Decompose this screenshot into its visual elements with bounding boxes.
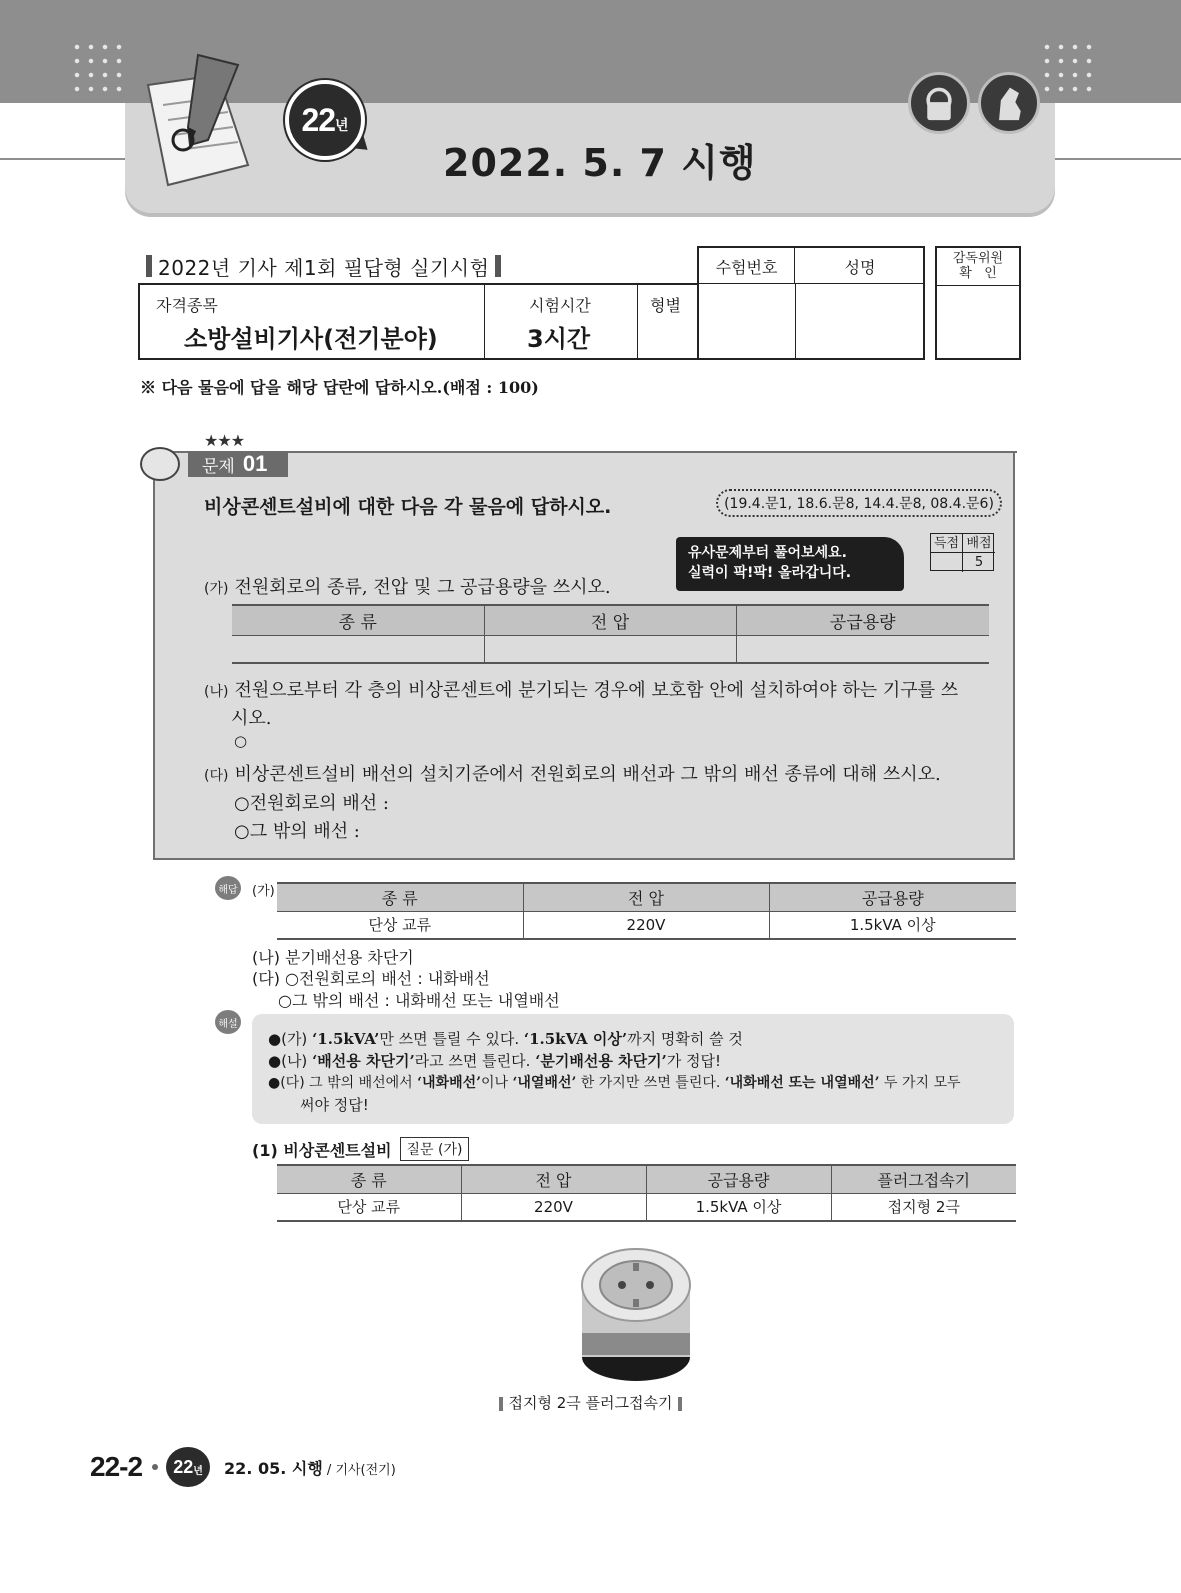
expl2-a: ●(나) — [268, 1052, 313, 1070]
expl3-a: ●(다) 그 밖의 배선에서 — [268, 1075, 418, 1091]
caption-text: 접지형 2극 플러그접속기 — [508, 1394, 673, 1412]
expl2-b: ‘배선용 차단기’ — [312, 1052, 415, 1070]
subject-cell — [140, 285, 485, 358]
blank-cell-capacity[interactable] — [736, 635, 989, 663]
blank-header-voltage: 전 압 — [484, 605, 736, 635]
part-da-text: 비상콘센트설비 배선의 설치기준에서 전원회로의 배선과 그 밖의 배선 종류에 대해 쓰시오. — [234, 764, 941, 785]
blank-cell-type[interactable] — [232, 635, 484, 663]
candidate-id-box — [697, 246, 925, 360]
footer-year-badge — [166, 1447, 210, 1487]
year-badge — [285, 80, 365, 160]
explanation-line-3 — [268, 1072, 961, 1092]
answer-da-b: ○그 밖의 배선 : 내화배선 또는 내열배선 — [278, 991, 560, 1010]
part-da-blank-a[interactable]: ○전원회로의 배선 : — [234, 793, 389, 814]
question-reference: (19.4.문1, 18.6.문8, 14.4.문8, 08.4.문6) — [716, 489, 1002, 517]
id-box-divider — [795, 284, 796, 360]
question-ref-tag: 질문 (가) — [400, 1137, 470, 1161]
part-na-marker: (나) — [204, 684, 229, 700]
expl3-e: 한 가지만 쓰면 틀린다. — [576, 1075, 725, 1091]
expl3-c: 이나 — [481, 1075, 513, 1091]
spec-table-row — [277, 1193, 1016, 1221]
points-label: 배점 — [963, 534, 995, 553]
part-na-text-2: 시오. — [231, 708, 272, 729]
points-value: 5 — [974, 555, 984, 570]
expl3-g: 두 가지 모두 — [879, 1075, 961, 1091]
expl3-b: ‘내화배선’ — [417, 1075, 481, 1091]
difficulty-stars: ★★★ — [204, 431, 245, 450]
year-badge-number: 22 — [301, 101, 336, 138]
answer-badge: 해답 — [215, 876, 241, 900]
page-title: 2022. 5. 7 시행 — [443, 141, 757, 185]
answer-na: (나) 분기배선용 차단기 — [252, 948, 414, 967]
supervisor-label-2: 확 인 — [959, 266, 997, 281]
spec-table-header — [277, 1165, 1016, 1193]
time-label: 시험시간 — [529, 296, 591, 315]
pencil-paper-icon — [128, 45, 268, 195]
supervisor-header — [937, 248, 1019, 286]
chess-knight-icon — [978, 72, 1040, 134]
candidate-id-header — [699, 248, 923, 284]
footer-badge-number: 22 — [173, 1456, 194, 1477]
expl1-e: 까지 명확히 쓸 것 — [627, 1030, 743, 1048]
spec-cell-voltage: 220V — [461, 1193, 646, 1221]
part-da — [204, 760, 941, 786]
answer-table-row — [277, 911, 1016, 939]
subject-label: 자격종목 — [156, 296, 218, 315]
spec-cell-plug: 접지형 2극 — [831, 1193, 1016, 1221]
promo-line-1: 유사문제부터 풀어보세요. — [688, 545, 847, 561]
score-label: 득점 — [931, 534, 963, 553]
spec-header-type: 종 류 — [277, 1165, 461, 1193]
footer-text — [224, 1456, 396, 1479]
spec-cell-type: 단상 교류 — [337, 1198, 401, 1217]
page-footer — [90, 1447, 396, 1487]
answer-header-voltage: 전 압 — [523, 883, 769, 911]
answer-da-a: (다) ○전원회로의 배선 : 내화배선 — [252, 969, 490, 988]
score-value — [931, 553, 963, 572]
answer-ga-marker: (가) — [252, 884, 275, 899]
dot-pattern-right — [1040, 40, 1100, 100]
explanation-badge: 해설 — [215, 1010, 241, 1034]
part-ga — [204, 573, 611, 599]
blank-table-row — [232, 635, 989, 663]
year-badge-suffix: 년 — [335, 118, 349, 134]
blank-header-type: 종 류 — [232, 605, 484, 635]
expl1-b: ‘1.5kVA’ — [312, 1030, 380, 1048]
answer-header-type: 종 류 — [277, 883, 523, 911]
expl2-c: 라고 쓰면 틀린다. — [414, 1052, 536, 1070]
expl3-f: ‘내화배선 또는 내열배선’ — [724, 1075, 880, 1091]
type-cell — [638, 285, 700, 358]
caption-bar-left — [499, 1397, 503, 1411]
exam-info-table — [138, 283, 698, 360]
spec-header-voltage: 전 압 — [461, 1165, 646, 1193]
part-na-text-1: 전원으로부터 각 층의 비상콘센트에 분기되는 경우에 보호함 안에 설치하여야 하는 기구를 쓰 — [234, 680, 959, 701]
blank-table-header — [232, 605, 989, 635]
exam-number-label: 수험번호 — [699, 248, 795, 284]
page-number: 22-2 — [90, 1451, 143, 1482]
question-main-text: 비상콘센트설비에 대한 다음 각 물음에 답하시오. — [204, 496, 612, 518]
expl1-a: ●(가) — [268, 1030, 313, 1048]
expl1-d: ‘1.5kVA 이상’ — [523, 1030, 628, 1048]
padlock-icon — [908, 72, 970, 134]
part-ga-text: 전원회로의 종류, 전압 및 그 공급용량을 쓰시오. — [234, 577, 611, 598]
blank-header-capacity: 공급용량 — [736, 605, 989, 635]
question-number: 01 — [242, 451, 268, 476]
blank-cell-voltage[interactable] — [484, 635, 736, 663]
explanation-line-1 — [268, 1028, 743, 1049]
time-value: 3시간 — [527, 325, 591, 353]
figure-caption — [0, 1392, 1181, 1413]
spec-header-plug: 플러그접속기 — [831, 1165, 1016, 1193]
promo-line-2: 실력이 팍!팍! 올라갑니다. — [688, 565, 852, 581]
exam-heading — [140, 250, 700, 282]
sub-heading — [252, 1137, 469, 1161]
question-tab-label: 문제 — [202, 456, 235, 477]
expl3-d: ‘내열배선’ — [512, 1075, 577, 1091]
question-box-top-line — [288, 451, 1017, 453]
footer-main-text: 22. 05. 시행 — [224, 1458, 323, 1478]
supervisor-label-1: 감독위원 — [952, 251, 1004, 266]
answer-cell-voltage: 220V — [523, 911, 769, 939]
heading-bar-left — [146, 255, 152, 277]
footer-sub-text: / 기사(전기) — [322, 1462, 396, 1478]
subject-value: 소방설비기사(전기분야) — [184, 325, 438, 353]
caption-bar-right — [678, 1397, 682, 1411]
spec-cell-capacity: 1.5kVA 이상 — [646, 1193, 831, 1221]
explanation-line-2 — [268, 1050, 721, 1071]
answer-table-header — [277, 883, 1016, 911]
answer-cell-capacity: 1.5kVA 이상 — [769, 911, 1016, 939]
type-label: 형별 — [650, 296, 681, 315]
expl2-d: ‘분기배선용 차단기’ — [535, 1052, 667, 1070]
sub-heading-text: (1) 비상콘센트설비 — [252, 1140, 392, 1160]
part-ga-marker: (가) — [204, 581, 229, 597]
part-da-blank-b[interactable]: ○그 밖의 배선 : — [234, 821, 360, 842]
dot-pattern-left — [70, 40, 130, 100]
expl2-e: 가 정답! — [666, 1052, 722, 1070]
pointing-hand-icon — [140, 447, 180, 481]
answer-blank-table — [232, 604, 989, 664]
supervisor-box — [935, 246, 1021, 360]
score-box — [930, 533, 994, 571]
exam-heading-text: 2022년 기사 제1회 필답형 실기시험 — [158, 255, 490, 280]
footer-badge-suffix: 년 — [193, 1465, 203, 1477]
spec-header-capacity: 공급용량 — [646, 1165, 831, 1193]
footer-dot — [152, 1464, 158, 1470]
part-da-marker: (다) — [204, 768, 229, 784]
answer-header-capacity: 공급용량 — [769, 883, 1016, 911]
spec-table — [277, 1164, 1016, 1222]
answer-table — [277, 882, 1016, 940]
plug-socket-image — [580, 1245, 692, 1383]
expl1-c: 만 쓰면 틀릴 수 있다. — [379, 1030, 524, 1048]
heading-bar-right — [495, 255, 501, 277]
name-label: 성명 — [844, 257, 876, 277]
promo-callout — [676, 537, 904, 591]
part-na — [204, 676, 958, 702]
instruction-note: ※ 다음 물음에 답을 해당 답란에 답하시오.(배점 : 100) — [140, 378, 539, 397]
part-na-answer-blank[interactable]: ○ — [234, 732, 248, 750]
explanation-line-4: 써야 정답! — [300, 1096, 369, 1114]
time-cell — [485, 285, 638, 358]
question-tab — [188, 451, 288, 477]
answer-cell-type: 단상 교류 — [368, 916, 432, 935]
